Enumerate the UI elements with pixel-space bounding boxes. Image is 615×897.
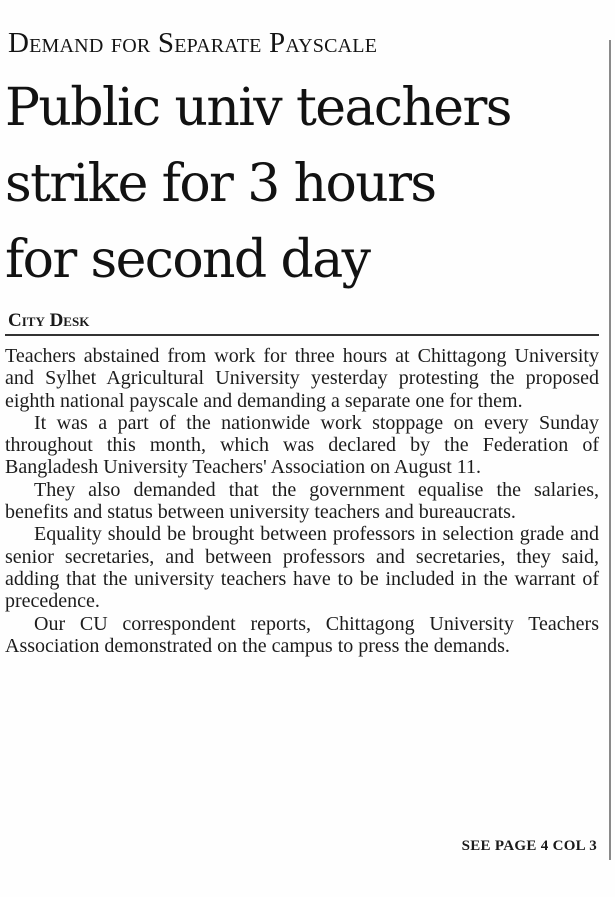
paragraph: They also demanded that the government equalise the salaries, benefits and status between university teachers and bureaucrats. [5, 478, 599, 524]
continuation-note: SEE PAGE 4 COL 3 [461, 838, 597, 854]
headline-line: Public univ teachers [5, 78, 511, 138]
kicker: Demand for Separate Payscale [8, 27, 378, 59]
column-divider [609, 40, 611, 860]
byline: City Desk [8, 310, 90, 331]
paragraph: It was a part of the nationwide work stoppage on every Sunday throughout this month, which was declared by the Federation of Bangladesh University Teachers' Association on August 11. [5, 411, 599, 479]
headline-line: for second day [5, 230, 370, 290]
article-body [5, 345, 599, 657]
headline [5, 70, 605, 298]
headline-line: strike for 3 hours [5, 154, 436, 214]
paragraph: Our CU correspondent reports, Chittagong University Teachers Association demonstrated on the campus to press the demands. [5, 612, 599, 657]
paragraph: Equality should be brought between professors in selection grade and senior secretaries, and between professors and secretaries, they said, adding that the university teachers have to be included in the warrant of precedence. [5, 523, 599, 613]
byline-divider [5, 334, 599, 336]
paragraph: Teachers abstained from work for three hours at Chittagong University and Sylhet Agricultural University yesterday protesting the proposed eighth national payscale and demanding a separate one for them. [5, 345, 599, 412]
